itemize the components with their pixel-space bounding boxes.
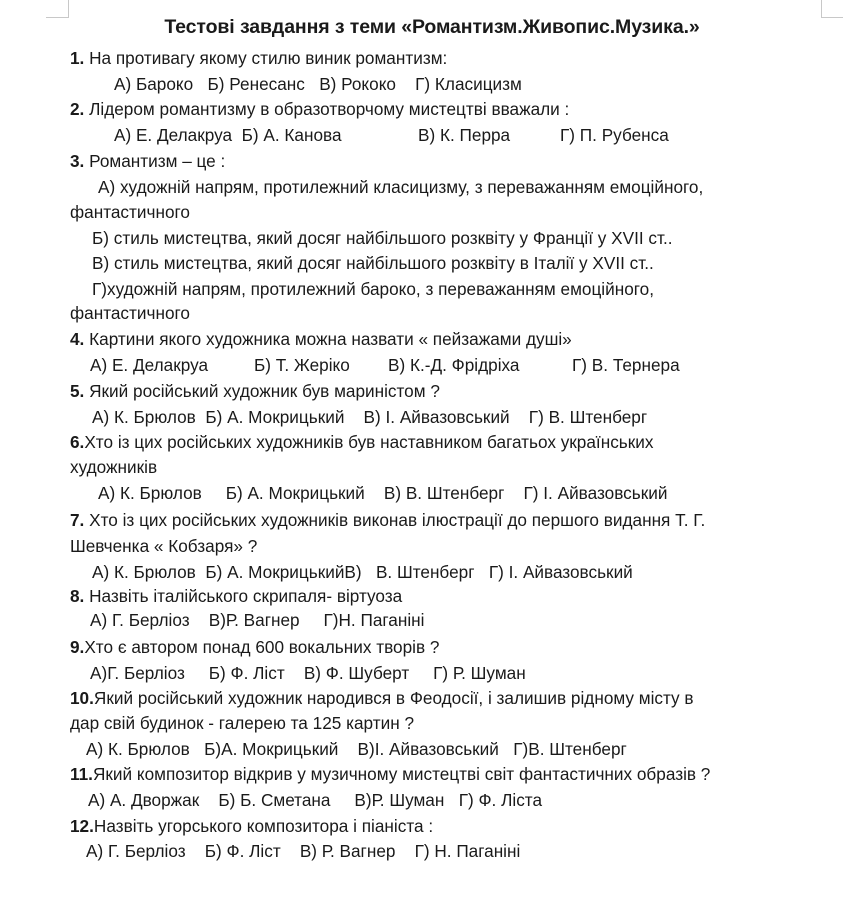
question-8-options: А) Г. Берліоз В)Р. Вагнер Г)Н. Паганіні xyxy=(90,610,425,630)
question-8: 8. Назвіть італійського скрипаля- віртуоза xyxy=(70,586,403,606)
question-7-cont: Шевченка « Кобзаря» ? xyxy=(70,536,258,556)
question-6-cont: художників xyxy=(70,457,158,477)
question-3-option-d: Г)художній напрям, протилежний бароко, з переважанням емоційного, xyxy=(92,279,654,299)
question-9-options: А)Г. Берліоз Б) Ф. Ліст В) Ф. Шуберт Г) Р. Шуман xyxy=(90,663,526,683)
question-10: 10.Який російський художник народився в Феодосії, і залишив рідному місту в xyxy=(70,688,694,708)
question-11-options: А) А. Дворжак Б) Б. Сметана В)Р. Шуман Г) Ф. Ліста xyxy=(88,790,543,810)
question-3-option-a-cont: фантастичного xyxy=(70,202,190,222)
question-3-option-c: В) стиль мистецтва, який досяг найбільшого розквіту в Італії у XVII ст.. xyxy=(92,253,654,273)
question-7-options: А) К. Брюлов Б) А. МокрицькийВ) В. Штенберг Г) І. Айвазовський xyxy=(92,562,633,582)
question-2: 2. Лідером романтизму в образотворчому мистецтві вважали : xyxy=(70,99,570,119)
question-6: 6.Хто із цих російських художників був наставником багатьох українських xyxy=(70,432,654,452)
question-1: 1. На противагу якому стилю виник романтизм: xyxy=(70,48,448,68)
question-5: 5. Який російський художник був мариністом ? xyxy=(70,381,440,401)
document-title: Тестові завдання з теми «Романтизм.Живопис.Музика.» xyxy=(164,16,700,38)
question-10-options: А) К. Брюлов Б)А. Мокрицький В)І. Айвазовський Г)В. Штенберг xyxy=(86,739,627,759)
question-12: 12.Назвіть угорського композитора і піаніста : xyxy=(70,816,434,836)
question-11: 11.Який композитор відкрив у музичному мистецтві світ фантастичних образів ? xyxy=(70,764,711,784)
question-10-cont: дар свій будинок - галерею та 125 картин ? xyxy=(70,713,415,733)
question-6-options: А) К. Брюлов Б) А. Мокрицький В) В. Штенберг Г) І. Айвазовський xyxy=(98,483,668,503)
question-1-options: А) Бароко Б) Ренесанс В) Рококо Г) Класицизм xyxy=(114,74,522,94)
question-3-option-b: Б) стиль мистецтва, який досяг найбільшого розквіту у Франції у XVII ст.. xyxy=(92,228,673,248)
question-9: 9.Хто є автором понад 600 вокальних творів ? xyxy=(70,637,440,657)
question-7: 7. Хто із цих російських художників виконав ілюстрації до першого видання Т. Г. xyxy=(70,510,706,530)
question-3-option-d-cont: фантастичного xyxy=(70,303,190,323)
question-4-options: А) Е. Делакруа Б) Т. Жеріко В) К.-Д. Фрідріха Г) В. Тернера xyxy=(90,355,680,375)
question-4: 4. Картини якого художника можна назвати « пейзажами душі» xyxy=(70,329,572,349)
question-2-options: А) Е. Делакруа Б) А. Канова В) К. Перра Г) П. Рубенса xyxy=(114,125,669,145)
question-5-options: А) К. Брюлов Б) А. Мокрицький В) І. Айвазовський Г) В. Штенберг xyxy=(92,407,648,427)
question-3: 3. Романтизм – це : xyxy=(70,151,226,171)
question-12-options: А) Г. Берліоз Б) Ф. Ліст В) Р. Вагнер Г) Н. Паганіні xyxy=(86,841,521,861)
question-3-option-a: А) художній напрям, протилежний класицизму, з переважанням емоційного, xyxy=(98,177,704,197)
